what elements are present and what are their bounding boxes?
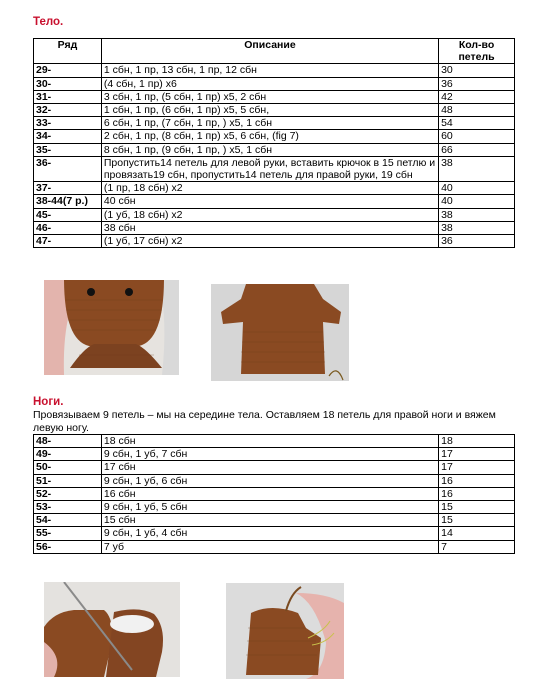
body-rows-table bbox=[33, 38, 515, 248]
row-stitch-count-cell: 7 bbox=[439, 540, 515, 553]
row-stitch-count-cell: 30 bbox=[439, 64, 515, 77]
legs-photo-thread bbox=[226, 583, 344, 679]
body-photo-side bbox=[211, 284, 349, 381]
row-stitch-count-cell: 60 bbox=[439, 130, 515, 143]
table-row bbox=[34, 64, 515, 77]
row-description-cell: 6 сбн, 1 пр, (7 сбн, 1 пр, ) х5, 1 сбн bbox=[101, 117, 438, 130]
row-number-cell: 54- bbox=[34, 514, 102, 527]
legs-intro-text: Провязываем 9 петель – мы на середине тела. Оставляем 18 петель для правой ноги и вяжем левую ногу. bbox=[33, 409, 496, 434]
row-description-cell: (1 уб, 18 сбн) х2 bbox=[101, 208, 438, 221]
table-row bbox=[34, 221, 515, 234]
row-description-cell: 3 сбн, 1 пр, (5 сбн, 1 пр) х5, 2 сбн bbox=[101, 90, 438, 103]
table-row bbox=[34, 117, 515, 130]
row-number-cell: 47- bbox=[34, 235, 102, 248]
table-row bbox=[34, 182, 515, 195]
row-number-cell: 45- bbox=[34, 208, 102, 221]
row-stitch-count-cell: 16 bbox=[439, 474, 515, 487]
row-number-cell: 48- bbox=[34, 435, 102, 448]
table-row bbox=[34, 90, 515, 103]
row-number-cell: 53- bbox=[34, 501, 102, 514]
row-stitch-count-cell: 18 bbox=[439, 435, 515, 448]
row-stitch-count-cell: 15 bbox=[439, 501, 515, 514]
row-stitch-count-cell: 42 bbox=[439, 90, 515, 103]
row-number-cell: 29- bbox=[34, 64, 102, 77]
row-stitch-count-cell: 40 bbox=[439, 195, 515, 208]
row-number-cell: 50- bbox=[34, 461, 102, 474]
table-row bbox=[34, 208, 515, 221]
row-number-cell: 30- bbox=[34, 77, 102, 90]
legs-photo-needle bbox=[44, 582, 180, 677]
table-row bbox=[34, 435, 515, 448]
row-stitch-count-cell: 14 bbox=[439, 527, 515, 540]
row-number-cell: 32- bbox=[34, 104, 102, 117]
row-description-cell: (4 сбн, 1 пр) х6 bbox=[101, 77, 438, 90]
row-stitch-count-cell: 38 bbox=[439, 221, 515, 234]
row-number-cell: 34- bbox=[34, 130, 102, 143]
row-description-cell: Пропустить14 петель для левой руки, вставить крючок в 15 петлю и провязать19 сбн, пропустить14 петель для правой руки, 19 сбн bbox=[101, 156, 438, 181]
table-header-row bbox=[34, 39, 515, 64]
row-description-cell: 18 сбн bbox=[101, 435, 438, 448]
row-number-cell: 55- bbox=[34, 527, 102, 540]
row-stitch-count-cell: 40 bbox=[439, 182, 515, 195]
table-row bbox=[34, 130, 515, 143]
row-stitch-count-cell: 54 bbox=[439, 117, 515, 130]
table-row bbox=[34, 461, 515, 474]
row-number-cell: 56- bbox=[34, 540, 102, 553]
legs-section-title: Ноги. bbox=[33, 396, 64, 408]
row-number-cell: 33- bbox=[34, 117, 102, 130]
row-description-cell: 16 сбн bbox=[101, 487, 438, 500]
row-stitch-count-cell: 36 bbox=[439, 77, 515, 90]
legs-rows-table bbox=[33, 434, 515, 554]
row-number-cell: 31- bbox=[34, 90, 102, 103]
table-row bbox=[34, 540, 515, 553]
table-row bbox=[34, 487, 515, 500]
row-number-cell: 49- bbox=[34, 448, 102, 461]
row-number-cell: 35- bbox=[34, 143, 102, 156]
header-row: Ряд bbox=[34, 39, 102, 64]
row-stitch-count-cell: 38 bbox=[439, 208, 515, 221]
row-stitch-count-cell: 36 bbox=[439, 235, 515, 248]
row-stitch-count-cell: 16 bbox=[439, 487, 515, 500]
row-description-cell: 1 сбн, 1 пр, (6 сбн, 1 пр) х5, 5 сбн, bbox=[101, 104, 438, 117]
table-row bbox=[34, 143, 515, 156]
row-stitch-count-cell: 17 bbox=[439, 461, 515, 474]
row-description-cell: 9 сбн, 1 уб, 5 сбн bbox=[101, 501, 438, 514]
row-number-cell: 37- bbox=[34, 182, 102, 195]
row-stitch-count-cell: 38 bbox=[439, 156, 515, 181]
row-description-cell: (1 пр, 18 сбн) х2 bbox=[101, 182, 438, 195]
row-number-cell: 38-44(7 р.) bbox=[34, 195, 102, 208]
row-description-cell: 17 сбн bbox=[101, 461, 438, 474]
table-row bbox=[34, 156, 515, 181]
table-row bbox=[34, 527, 515, 540]
row-description-cell: 7 уб bbox=[101, 540, 438, 553]
table-row bbox=[34, 474, 515, 487]
table-row bbox=[34, 501, 515, 514]
row-number-cell: 51- bbox=[34, 474, 102, 487]
row-description-cell: 9 сбн, 1 уб, 7 сбн bbox=[101, 448, 438, 461]
row-stitch-count-cell: 15 bbox=[439, 514, 515, 527]
header-stitch-count: Кол-во петель bbox=[439, 39, 515, 64]
body-photo-front bbox=[44, 280, 179, 375]
table-row bbox=[34, 235, 515, 248]
table-row bbox=[34, 104, 515, 117]
row-stitch-count-cell: 17 bbox=[439, 448, 515, 461]
row-stitch-count-cell: 66 bbox=[439, 143, 515, 156]
row-stitch-count-cell: 48 bbox=[439, 104, 515, 117]
row-description-cell: 15 сбн bbox=[101, 514, 438, 527]
table-row bbox=[34, 514, 515, 527]
row-description-cell: (1 уб, 17 сбн) х2 bbox=[101, 235, 438, 248]
row-number-cell: 52- bbox=[34, 487, 102, 500]
header-description: Описание bbox=[101, 39, 438, 64]
body-section-title: Тело. bbox=[33, 16, 64, 28]
row-description-cell: 9 сбн, 1 уб, 6 сбн bbox=[101, 474, 438, 487]
row-number-cell: 46- bbox=[34, 221, 102, 234]
row-description-cell: 9 сбн, 1 уб, 4 сбн bbox=[101, 527, 438, 540]
table-row bbox=[34, 77, 515, 90]
row-description-cell: 8 сбн, 1 пр, (9 сбн, 1 пр, ) х5, 1 сбн bbox=[101, 143, 438, 156]
table-row bbox=[34, 195, 515, 208]
row-description-cell: 40 сбн bbox=[101, 195, 438, 208]
row-description-cell: 2 сбн, 1 пр, (8 сбн, 1 пр) х5, 6 сбн, (fig 7) bbox=[101, 130, 438, 143]
row-number-cell: 36- bbox=[34, 156, 102, 181]
row-description-cell: 38 сбн bbox=[101, 221, 438, 234]
table-row bbox=[34, 448, 515, 461]
row-description-cell: 1 сбн, 1 пр, 13 сбн, 1 пр, 12 сбн bbox=[101, 64, 438, 77]
